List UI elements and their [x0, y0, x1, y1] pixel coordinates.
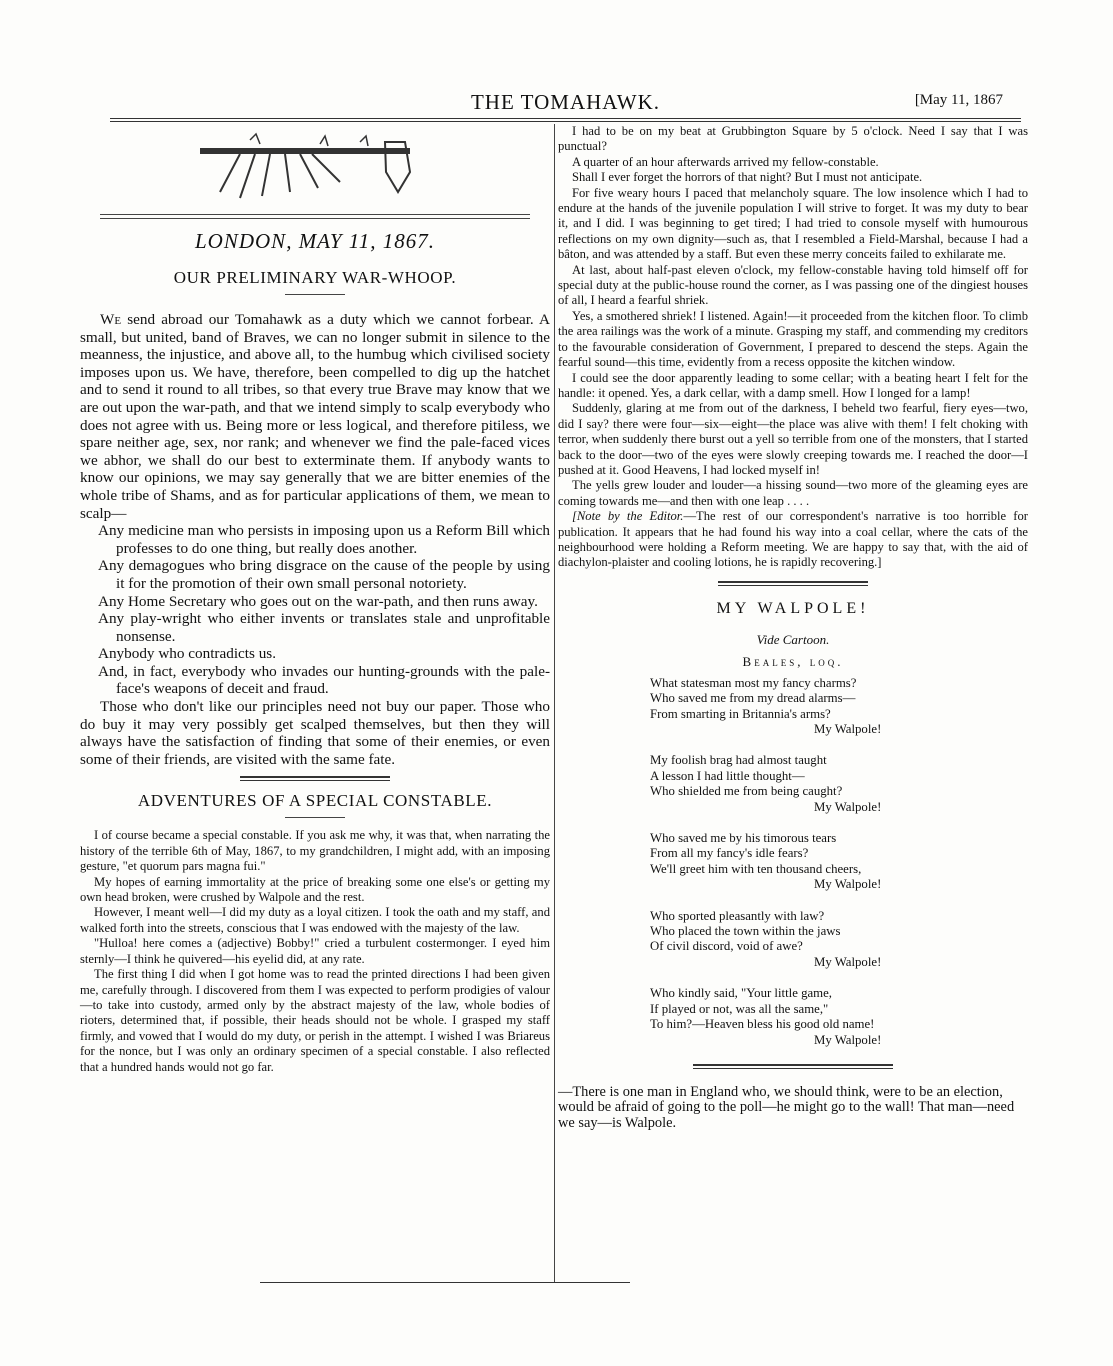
short-rule: [285, 294, 345, 295]
list-item: Any play-wright who either invents or translates stale and unprofitable nonsense.: [98, 610, 550, 645]
constable-paragraph: My hopes of earning immortality at the price of breaking some one else's or getting my own head broken, were crushed by Walpole and the rest.: [80, 874, 550, 905]
poem-refrain: My Walpole!: [814, 722, 882, 736]
poem-line: Who saved me by his timorous tears: [650, 831, 837, 846]
section-rule: [718, 581, 868, 586]
constable-paragraph: At last, about half-past eleven o'clock, my fellow-constable having told himself off for special duty at the public-house round the corner, as I was passing one of the dingiest houses of all, I heard a fearful shriek.: [558, 262, 1028, 308]
tomahawk-emblem: [80, 124, 550, 210]
poem-line: Who kindly said, "Your little game,: [650, 986, 832, 1001]
poem-line: What statesman most my fancy charms?: [650, 675, 857, 690]
poem-speaker: Beales, loq.: [742, 653, 844, 669]
dropword: We: [100, 311, 122, 328]
poem-line: If played or not, was all the same,": [650, 1001, 829, 1016]
poem-subtitle: Vide Cartoon.: [756, 631, 830, 647]
poem-stanza: [650, 753, 1028, 815]
poem-refrain: My Walpole!: [814, 877, 882, 892]
constable-paragraph: I could see the door apparently leading to some cellar; with a beating heart I felt for the handle: it opened. Yes, a dark cellar, with a damp smell. How I longed for a lamp!: [558, 370, 1028, 400]
poem-stanza: [650, 676, 1028, 738]
poem-line: Who sported pleasantly with law?: [650, 908, 825, 923]
constable-paragraph: The first thing I did when I got home was to read the printed directions I had been given me, carefully through. I discovered from them I was expected to perform prodigies of valour—to take into custody, armed only by the abstract majesty of the law, whole bodies of rioters, determined that, if possible, their heads should not be whole. I grasped my staff firmly, and vowed that I would do my duty, or perish in the attempt. I wished I was Briareus for the nonce, but I was only an ordinary specimen of a special constable. I also reflected that a hundred hands would not go far.: [80, 967, 550, 1074]
war-whoop-text: send abroad our Tomahawk as a duty which we cannot forbear. A small, but united, band of Braves, we can no longer submit in silence to the meanness, the injustice, and above all, to the humbug which civilised society imposes upon us. We have, therefore, been compelled to dig up the hatchet and to send it round to all tribes, so that every true Brave may know that we are out upon the war-path, and that we intend simply to scalp everybody who does not agree with us. Being more or less logical, and therefore pitiless, we spare neither age, sex, nor rank; and whenever we find the pale-faced vices we abhor, we shall do our best to exterminate them. If anybody wants to know our opinions, we may say generally that we are bitter enemies of the whole tribe of Shams, and as for particular applications of them, we mean to scalp—: [80, 311, 551, 522]
war-whoop-closing: Those who don't like our principles need not buy our paper. Those who do buy it may very possibly get scalped themselves, but then they will always have the satisfaction of finding that some of their enemies, or even some of their friends, are visited with the same fate.: [80, 698, 550, 768]
constable-paragraph: Yes, a smothered shriek! I listened. Again!—it proceeded from the kitchen floor. To climb the area railings was the work of a minute. Grasping my staff, and commending my creditors to the favourable consideration of Government, I prepared to descend the steps. Again the fearful sound—this time, evidently from a recess opposite the kitchen window.: [558, 308, 1028, 370]
double-rule: [100, 214, 530, 219]
masthead-title: THE TOMAHAWK.: [470, 90, 661, 114]
issue-date: [May 11, 1867: [914, 92, 1003, 108]
page-header: [110, 90, 1021, 118]
tomahawk-emblem-icon: [200, 132, 430, 202]
section-rule: [693, 1064, 893, 1069]
column-divider: [554, 124, 555, 1282]
dateline: LONDON, MAY 11, 1867.: [195, 229, 435, 253]
constable-paragraph: Shall I ever forget the horrors of that night? But I must not anticipate.: [572, 170, 923, 185]
editor-note-text: —The rest of our correspondent's narrative is too horrible for publication. It appears that he had found his way into a coal cellar, where the cats of the neighbourhood were holding a Reform meeting. We are happy to say that, with the aid of diachylon-plaister and cooling lotions, he is rapidly recovering.]: [558, 509, 1028, 570]
constable-paragraph: A quarter of an hour afterwards arrived my fellow-constable.: [572, 154, 879, 169]
poem-title: MY WALPOLE!: [716, 599, 870, 617]
poem-line: My foolish brag had almost taught: [650, 753, 827, 768]
closing-note-text: —There is one man in England who, we should think, were to be an election, would be afraid of going to the poll—he might go to the wall! That man—need we say—is Walpole.: [558, 1083, 1015, 1131]
poem-body: [650, 676, 1028, 1048]
article-title-war-whoop: OUR PRELIMINARY WAR-WHOOP.: [173, 268, 457, 287]
poem-line: From all my fancy's idle fears?: [650, 846, 809, 861]
short-rule: [285, 817, 345, 818]
article-constable: [80, 828, 550, 1075]
article-war-whoop: [80, 311, 550, 768]
war-whoop-paragraph: [80, 311, 550, 522]
poem-line: We'll greet him with ten thousand cheers,: [650, 861, 862, 876]
article-constable-continued: [558, 124, 1028, 571]
constable-paragraph: For five weary hours I paced that melancholy square. The low insolence which I had to endure at the hands of the juvenile population I will strive to forget. It was my duty to bear it, and I did. I was beginning to get tired; I had tried to console myself with humourous reflections on my own dignity—such as, that I resembled a Field-Marshal, because I had a bâton, and was attended by a staff. But even these merry conceits failed to exhilarate me.: [558, 185, 1028, 262]
poem-line: Who placed the town within the jaws: [650, 924, 841, 939]
constable-paragraph: I had to be on my beat at Grubbington Square by 5 o'clock. Need I say that I was punctual?: [558, 124, 1028, 154]
poem-line: A lesson I had little thought—: [650, 768, 805, 783]
poem-stanza: [650, 909, 1028, 971]
poem-refrain: My Walpole!: [814, 954, 882, 969]
constable-paragraph: Suddenly, glaring at me from out of the darkness, I beheld two fearful, fiery eyes—two, did I say? there were four—six—eight—the place was alive with them! I felt choking with terror, when suddenly there burst out a yell so terrible from one of the monsters, that I started back to the door—two of the eyes were slowly creeping towards me. I reached the door—I pushed at it. Good Heavens, I had locked myself in!: [558, 401, 1028, 477]
constable-paragraph: However, I meant well—I did my duty as a loyal citizen. I took the oath and my staff, and walked forth into the streets, conscious that I was endowed with the majesty of the law.: [80, 905, 550, 935]
article-title-constable: ADVENTURES OF A SPECIAL CONSTABLE.: [137, 791, 493, 811]
list-item: Any medicine man who persists in imposing upon us a Reform Bill which professes to do one thing, but really does another.: [98, 522, 550, 557]
right-column: [558, 124, 1028, 1131]
poem-refrain: My Walpole!: [814, 799, 882, 814]
poem-line: Who shielded me from being caught?: [650, 784, 843, 799]
constable-paragraph: I of course became a special constable. If you ask me why, it was that, when narrating the history of the terrible 6th of May, 1867, to my grandchildren, I might add, with an imposing gesture, "et quorum pars magna fui.": [80, 828, 550, 874]
poem-line: To him?—Heaven bless his good old name!: [650, 1017, 875, 1032]
list-item: And, in fact, everybody who invades our hunting-grounds with the pale-face's weapons of deceit and fraud.: [98, 662, 550, 698]
list-item: Anybody who contradicts us.: [98, 645, 277, 663]
list-item: Any Home Secretary who goes out on the war-path, and then runs away.: [98, 592, 538, 610]
poem-stanza: [650, 986, 1028, 1048]
section-rule: [240, 776, 390, 781]
constable-paragraph: The yells grew louder and louder—a hissing sound—two more of the gleaming eyes are coming towards me—and then with one leap . . . .: [558, 478, 1028, 508]
poem-refrain: My Walpole!: [814, 1032, 882, 1047]
poem-stanza: [650, 831, 1028, 893]
constable-paragraph: "Hulloa! here comes a (adjective) Bobby!" cried a turbulent costermonger. I eyed him sternly—I think he quivered—his eyelid did, at any rate.: [80, 936, 550, 966]
editor-note: [558, 509, 1028, 571]
list-item: Any demagogues who bring disgrace on the cause of the people by using it for the promotion of their own small personal notoriety.: [98, 557, 550, 592]
left-column: [80, 124, 550, 1075]
poem-line: Who saved me from my dread alarms—: [650, 691, 856, 706]
poem-line: From smarting in Britannia's arms?: [650, 706, 831, 721]
poem-line: Of civil discord, void of awe?: [650, 939, 803, 954]
footer-rule: [260, 1282, 630, 1283]
header-rule: [110, 118, 1021, 119]
closing-note: [558, 1085, 1028, 1132]
header-rule-2: [110, 121, 1021, 122]
editor-note-label: [Note by the Editor.: [572, 509, 684, 524]
